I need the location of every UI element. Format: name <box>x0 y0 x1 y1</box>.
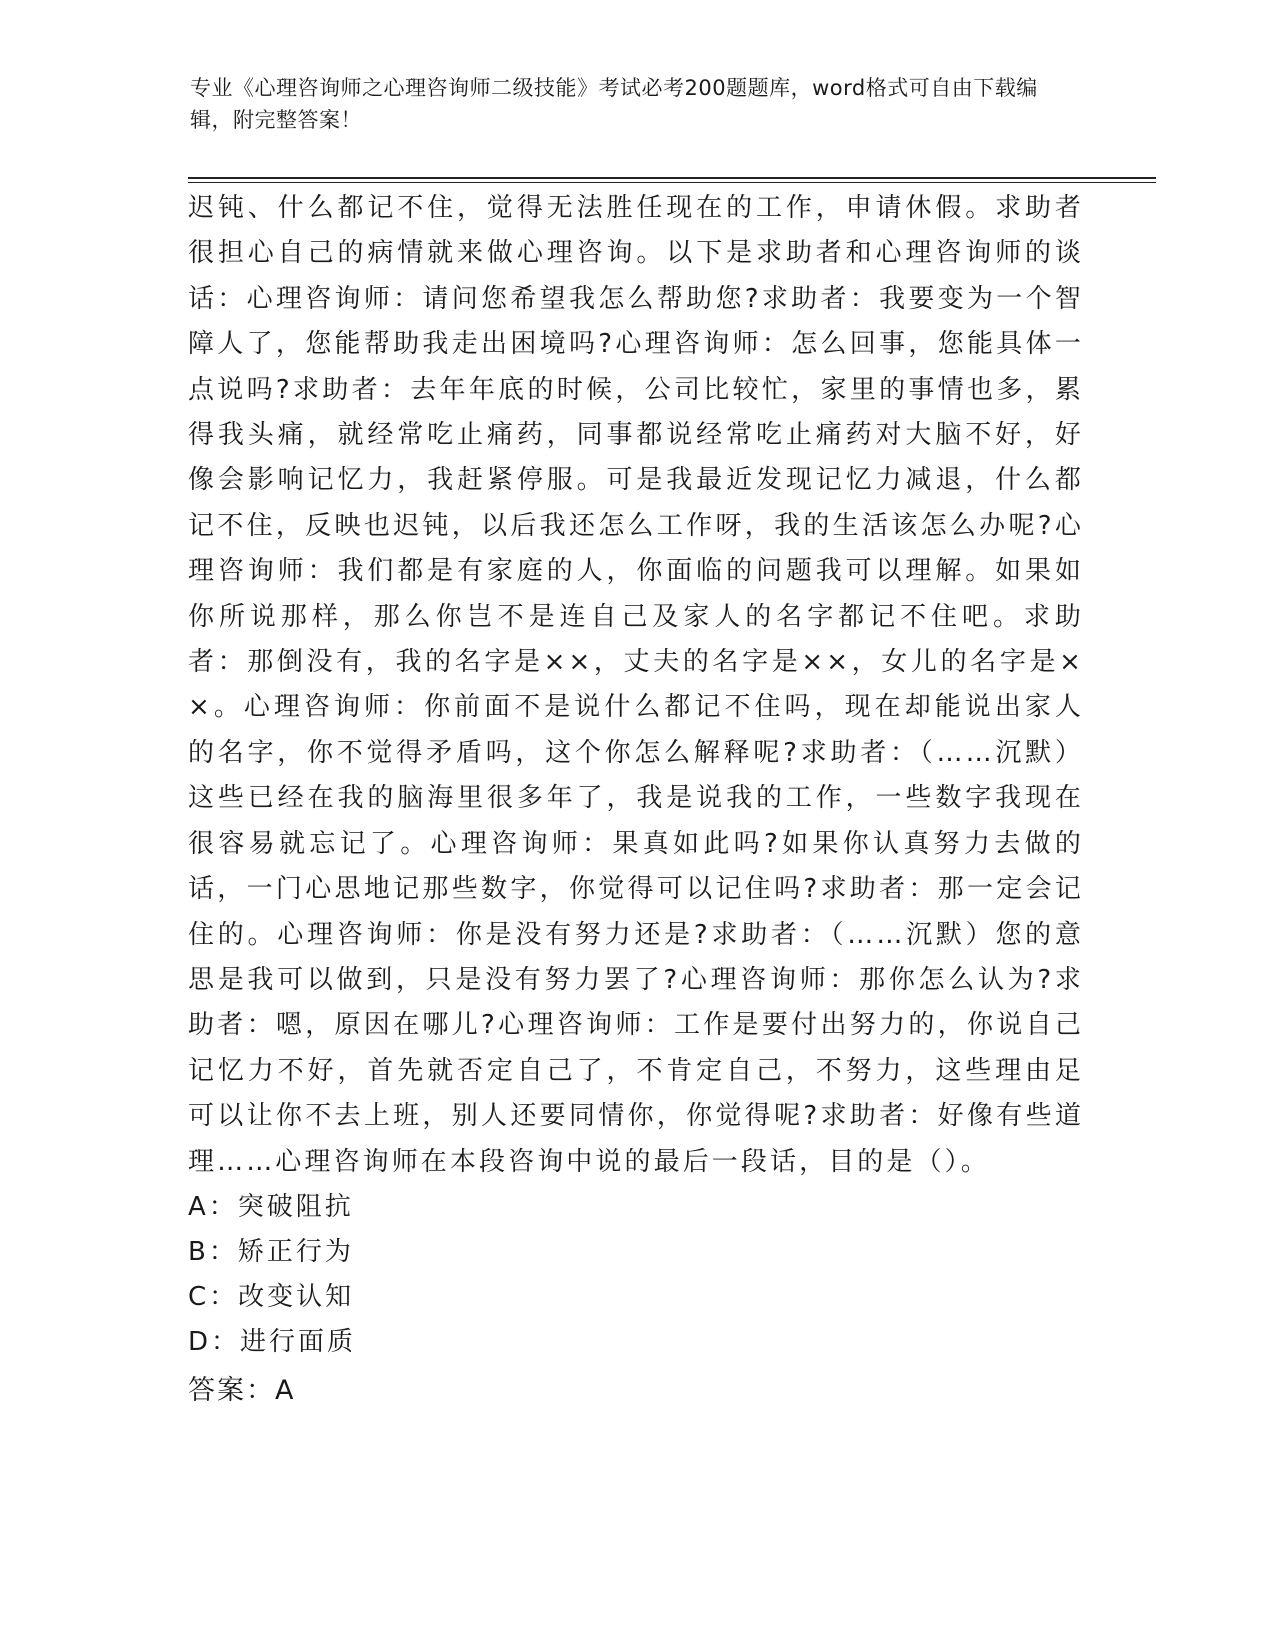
page-header: 专业《心理咨询师之心理咨询师二级技能》考试必考200题题库，word格式可自由下载编辑，附完整答案！ <box>190 76 1038 132</box>
option-b: B：矫正行为 <box>188 1237 354 1267</box>
question-text: 迟钝、什么都记不住，觉得无法胜任现在的工作，申请休假。求助者很担心自己的病情就来做心理咨询。以下是求助者和心理咨询师的谈话：心理咨询师：请问您希望我怎么帮助您?求助者：我要变为一个智障人了，您能帮助我走出困境吗?心理咨询师：怎么回事，您能具体一点说吗?求助者：去年年底的时候，公司比较忙，家里的事情也多，累得我头痛，就经常吃止痛药，同事都说经常吃止痛药对大脑不好，好像会影响记忆力，我赶紧停服。可是我最近发现记忆力减退，什么都记不住，反映也迟钝，以后我还怎么工作呀，我的生活该怎么办呢?心理咨询师：我们都是有家庭的人，你面临的问题我可以理解。如果如你所说那样，那么你岂不是连自己及家人的名字都记不住吧。求助者：那倒没有，我的名字是××，丈夫的名字是××，女儿的名字是××。心理咨询师：你前面不是说什么都记不住吗，现在却能说出家人的名字，你不觉得矛盾吗，这个你怎么解释呢?求助者：（……沉默）这些已经在我的脑海里很多年了，我是说我的工作，一些数字我现在很容易就忘记了。心理咨询师：果真如此吗?如果你认真努力去做的话，一门心思地记那些数字，你觉得可以记住吗?求助者：那一定会记住的。心理咨询师：你是没有努力还是?求助者：（……沉默）您的意思是我可以做到，只是没有努力罢了?心理咨询师：那你怎么认为?求助者：嗯，原因在哪儿?心理咨询师：工作是要付出努力的，你说自己记忆力不好，首先就否定自己了，不肯定自己，不努力，这些理由足可以让你不去上班，别人还要同情你，你觉得呢?求助者：好像有些道理……心理咨询师在本段咨询中说的最后一段话，目的是（）。 <box>188 193 1084 1177</box>
option-a: A：突破阻抗 <box>188 1192 354 1222</box>
option-c: C：改变认知 <box>188 1282 355 1312</box>
header-divider-thin <box>188 182 1156 183</box>
option-d: D：进行面质 <box>188 1327 357 1357</box>
answer-options <box>188 1185 788 1365</box>
answer-line: 答案：A <box>188 1375 296 1406</box>
header-divider <box>188 177 1156 179</box>
